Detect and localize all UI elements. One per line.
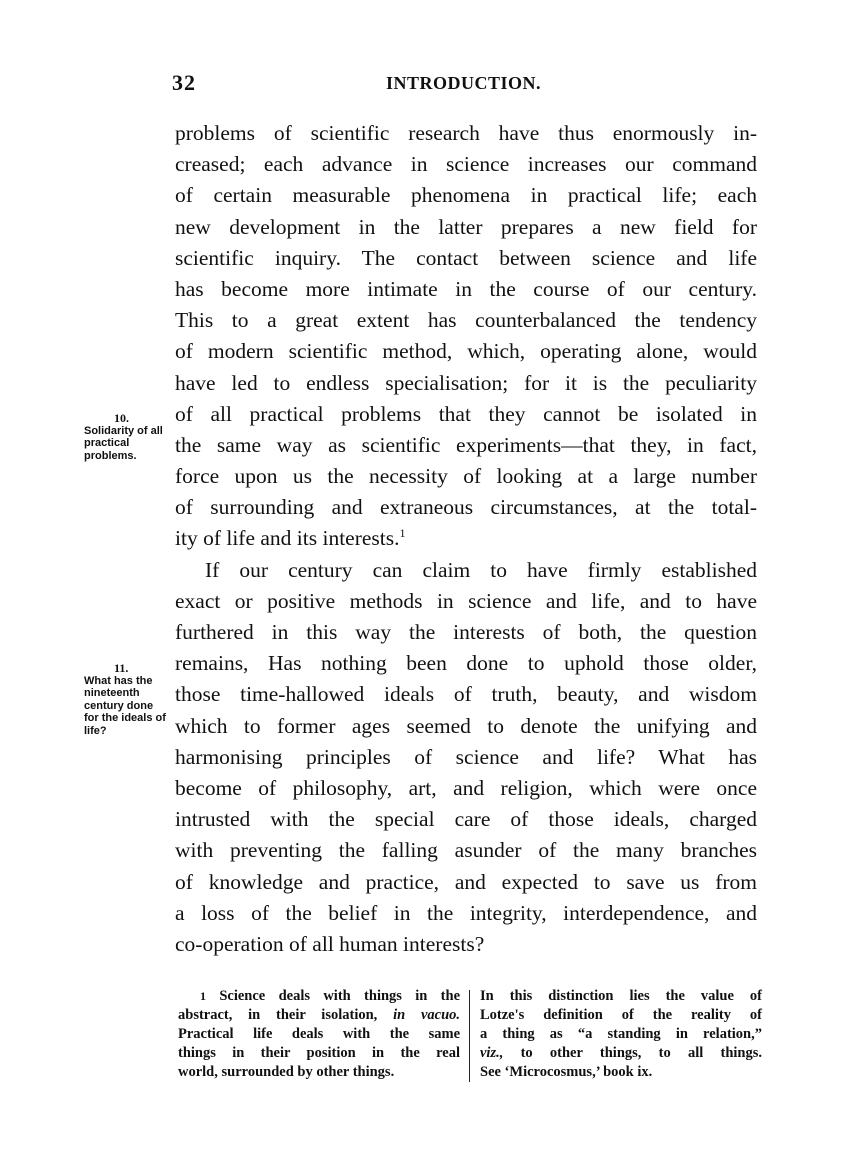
sidenote-10 [84,412,170,462]
body-line: of knowledge and practice, and expected to save us from [175,869,757,894]
body-text [175,118,757,960]
footnote-reference[interactable]: 1 [399,526,406,541]
body-line: have led to endless specialisation; for it is the peculiarity [175,370,757,395]
footnote-italic: viz., [480,1045,504,1061]
body-line: exact or positive methods in science and life, and to have [175,588,757,613]
sidenote-text: What has the nineteenth century done for the ideals of life? [84,674,166,737]
body-line: of surrounding and extraneous circumstances, at the total- [175,495,757,520]
footnote-line: Lotze's definition of the reality of [480,1007,762,1023]
footnote-marker: 1 [200,989,206,1003]
footnote-line: See ‘Microcosmus,’ book ix. [480,1064,653,1080]
footnote-line [178,987,460,1006]
body-line: of certain measurable phenomena in practical life; each [175,183,757,208]
footnote-column-rule [469,990,470,1082]
footnote-line: a thing as “a standing in relation,” [480,1026,762,1042]
body-line: with preventing the falling asunder of the many branches [175,838,757,863]
footnote-text: abstract, in their isolation, [178,1007,378,1023]
footnote-line: Practical life deals with the same [178,1026,460,1042]
body-line: problems of scientific research have thus enormously in- [175,121,757,145]
page-number: 32 [172,70,196,95]
sidenote-11 [84,662,170,737]
body-line: scientific inquiry. The contact between science and life [175,245,757,270]
body-line: of all practical problems that they cannot be isolated in [175,401,757,426]
body-line: which to former ages seemed to denote the unifying and [175,713,757,738]
footnote-line [480,1044,762,1063]
body-line: harmonising principles of science and life? What has [175,744,757,769]
body-line: the same way as scientific experiments—that they, in fact, [175,432,757,457]
footnote-line: world, surrounded by other things. [178,1064,395,1080]
footnote-right-column [480,987,762,1082]
footnote-text: to other things, to all things. [520,1045,762,1061]
body-line: become of philosophy, art, and religion, which were once [175,775,757,800]
body-line: force upon us the necessity of looking at a large number [175,464,757,489]
footnote-line: In this distinction lies the value of [480,988,762,1004]
body-line: furthered in this way the interests of both, the question [175,620,757,644]
body-line: remains, Has nothing been done to uphold those older, [175,651,757,676]
body-line: If our century can claim to have firmly established [205,557,757,582]
sidenote-number: 11. [114,661,129,675]
body-line: a loss of the belief in the integrity, interdependence, and [175,900,757,925]
body-line: those time-hallowed ideals of truth, beauty, and wisdom [175,682,757,707]
footnote-line [178,1006,460,1025]
body-line: new development in the latter prepares a new field for [175,214,757,239]
sidenote-text: Solidarity of all practical problems. [84,424,163,462]
body-line: intrusted with the special care of those ideals, charged [175,807,757,832]
body-line: This to a great extent has counterbalanced the tendency [175,308,757,333]
body-line-text: ity of life and its interests. [175,526,400,551]
running-head: INTRODUCTION. [386,73,542,93]
body-line: creased; each advance in science increases our command [175,152,757,177]
footnote-line: things in their position in the real [178,1045,460,1061]
footnote-text: Science deals with things in the [219,988,461,1004]
footnote-left-column [178,987,460,1082]
body-line: of modern scientific method, which, operating alone, would [175,339,757,364]
footnote-italic: in vacuo. [393,1007,461,1023]
body-line: co-operation of all human interests? [175,931,485,956]
body-line: has become more intimate in the course of our century. [175,276,757,301]
body-line-with-footnote [175,523,757,554]
sidenote-number: 10. [114,411,129,425]
